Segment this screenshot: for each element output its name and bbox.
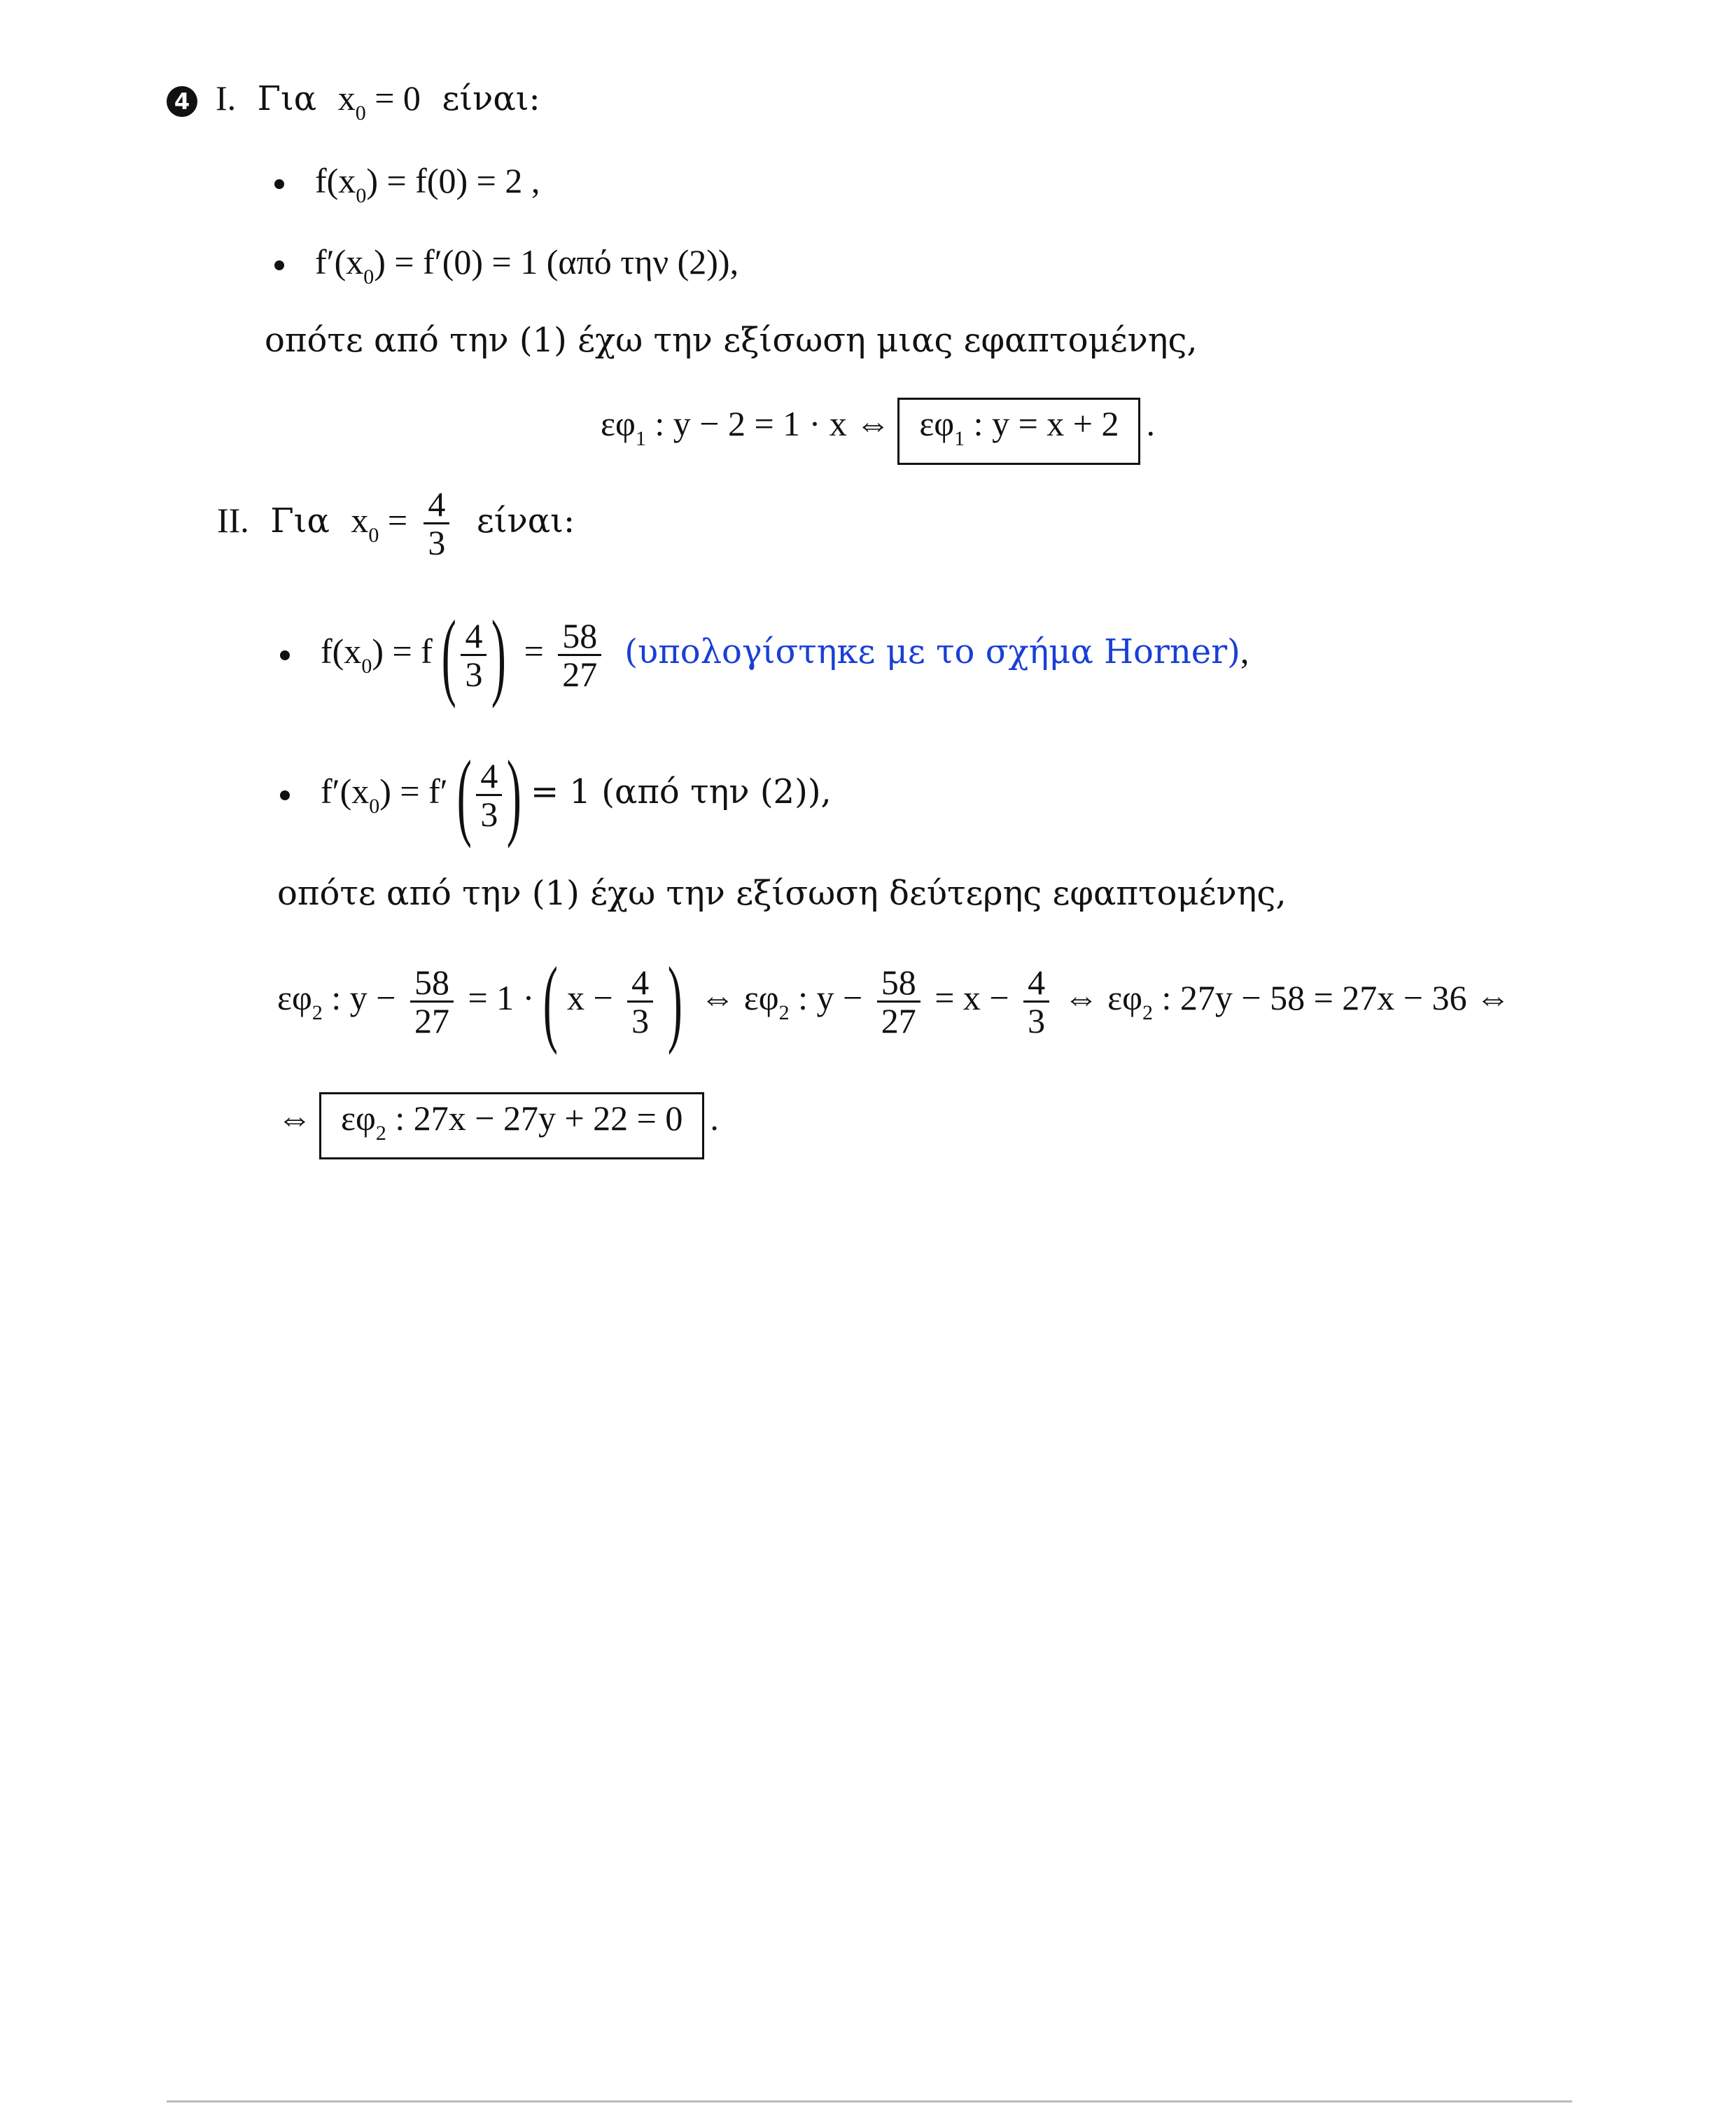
part2-bullet-1: $f(x_0) = f$( $\frac{4}{3}$ ) = $\frac{58}{27}$ (υπολογίστηκε με το σχήμα Horner), <box>280 599 1249 719</box>
part1-bullet-1: $f(x_0) = f(0) = 2$ , <box>274 160 540 217</box>
part2-sentence: οπότε από την (1) έχω την εξίσωση δεύτερης εφαπτομένης, <box>277 874 1287 913</box>
horner-note: (υπολογίστηκε με το σχήμα Horner) <box>624 632 1240 671</box>
bullet-icon <box>280 650 290 660</box>
number-badge: 4 <box>167 86 197 117</box>
part1-sentence: οπότε από την (1) έχω την εξίσωση μιας εφαπτομένης, <box>265 321 1198 360</box>
bullet-icon <box>280 790 290 800</box>
tangent1-result-box: $\varepsilon\varphi_1$ : y = x + 2 <box>897 398 1140 465</box>
fraction-58-27: $\frac{58}{27}$ <box>558 618 601 692</box>
fraction-4-3: $\frac{4}{3}$ <box>424 486 449 561</box>
tangent2-result-box: $\varepsilon\varphi_2$ : 27x − 27y + 22 = 0 <box>319 1092 704 1159</box>
footer-rule <box>167 2100 1572 2102</box>
part2-bullet-2: $f'(x_0) = f'$( $\frac{4}{3}$ ) = 1 (από την (2)), <box>280 739 832 859</box>
part2-heading: II. Για $x_0$ = $\frac{4}{3}$ είναι: <box>217 484 575 562</box>
part1-heading: 4 I. Για $x_0 = 0$ είναι: <box>167 77 540 134</box>
part1-bullet-2: $f'(x_0) = f'(0) = 1$ (από την (2)), <box>274 241 738 298</box>
part2-final-result: ⇔ $\varepsilon\varphi_2$ : 27x − 27y + 22 = 0 . <box>277 1092 719 1159</box>
part1-tangent-equation: $\varepsilon\varphi_1$ : y − 2 = 1 · x ⇔ $\varepsilon\varphi_1$ : y = x + 2 . <box>601 398 1155 465</box>
part2-tangent-equation: $\varepsilon\varphi_2$ : y − $\frac{58}{27}$ = 1 ·( x − $\frac{4}{3}$ ) ⇔ $\varepsilon\varphi_2$ : y − $\frac{58}{27}$ = x − $\frac{4}{3}$ ⇔ $\varepsilon\varphi_2$ : 27y − 58 = 27x − 36 ⇔ <box>277 947 1511 1056</box>
bullet-icon <box>274 179 284 189</box>
bullet-icon <box>274 260 284 270</box>
